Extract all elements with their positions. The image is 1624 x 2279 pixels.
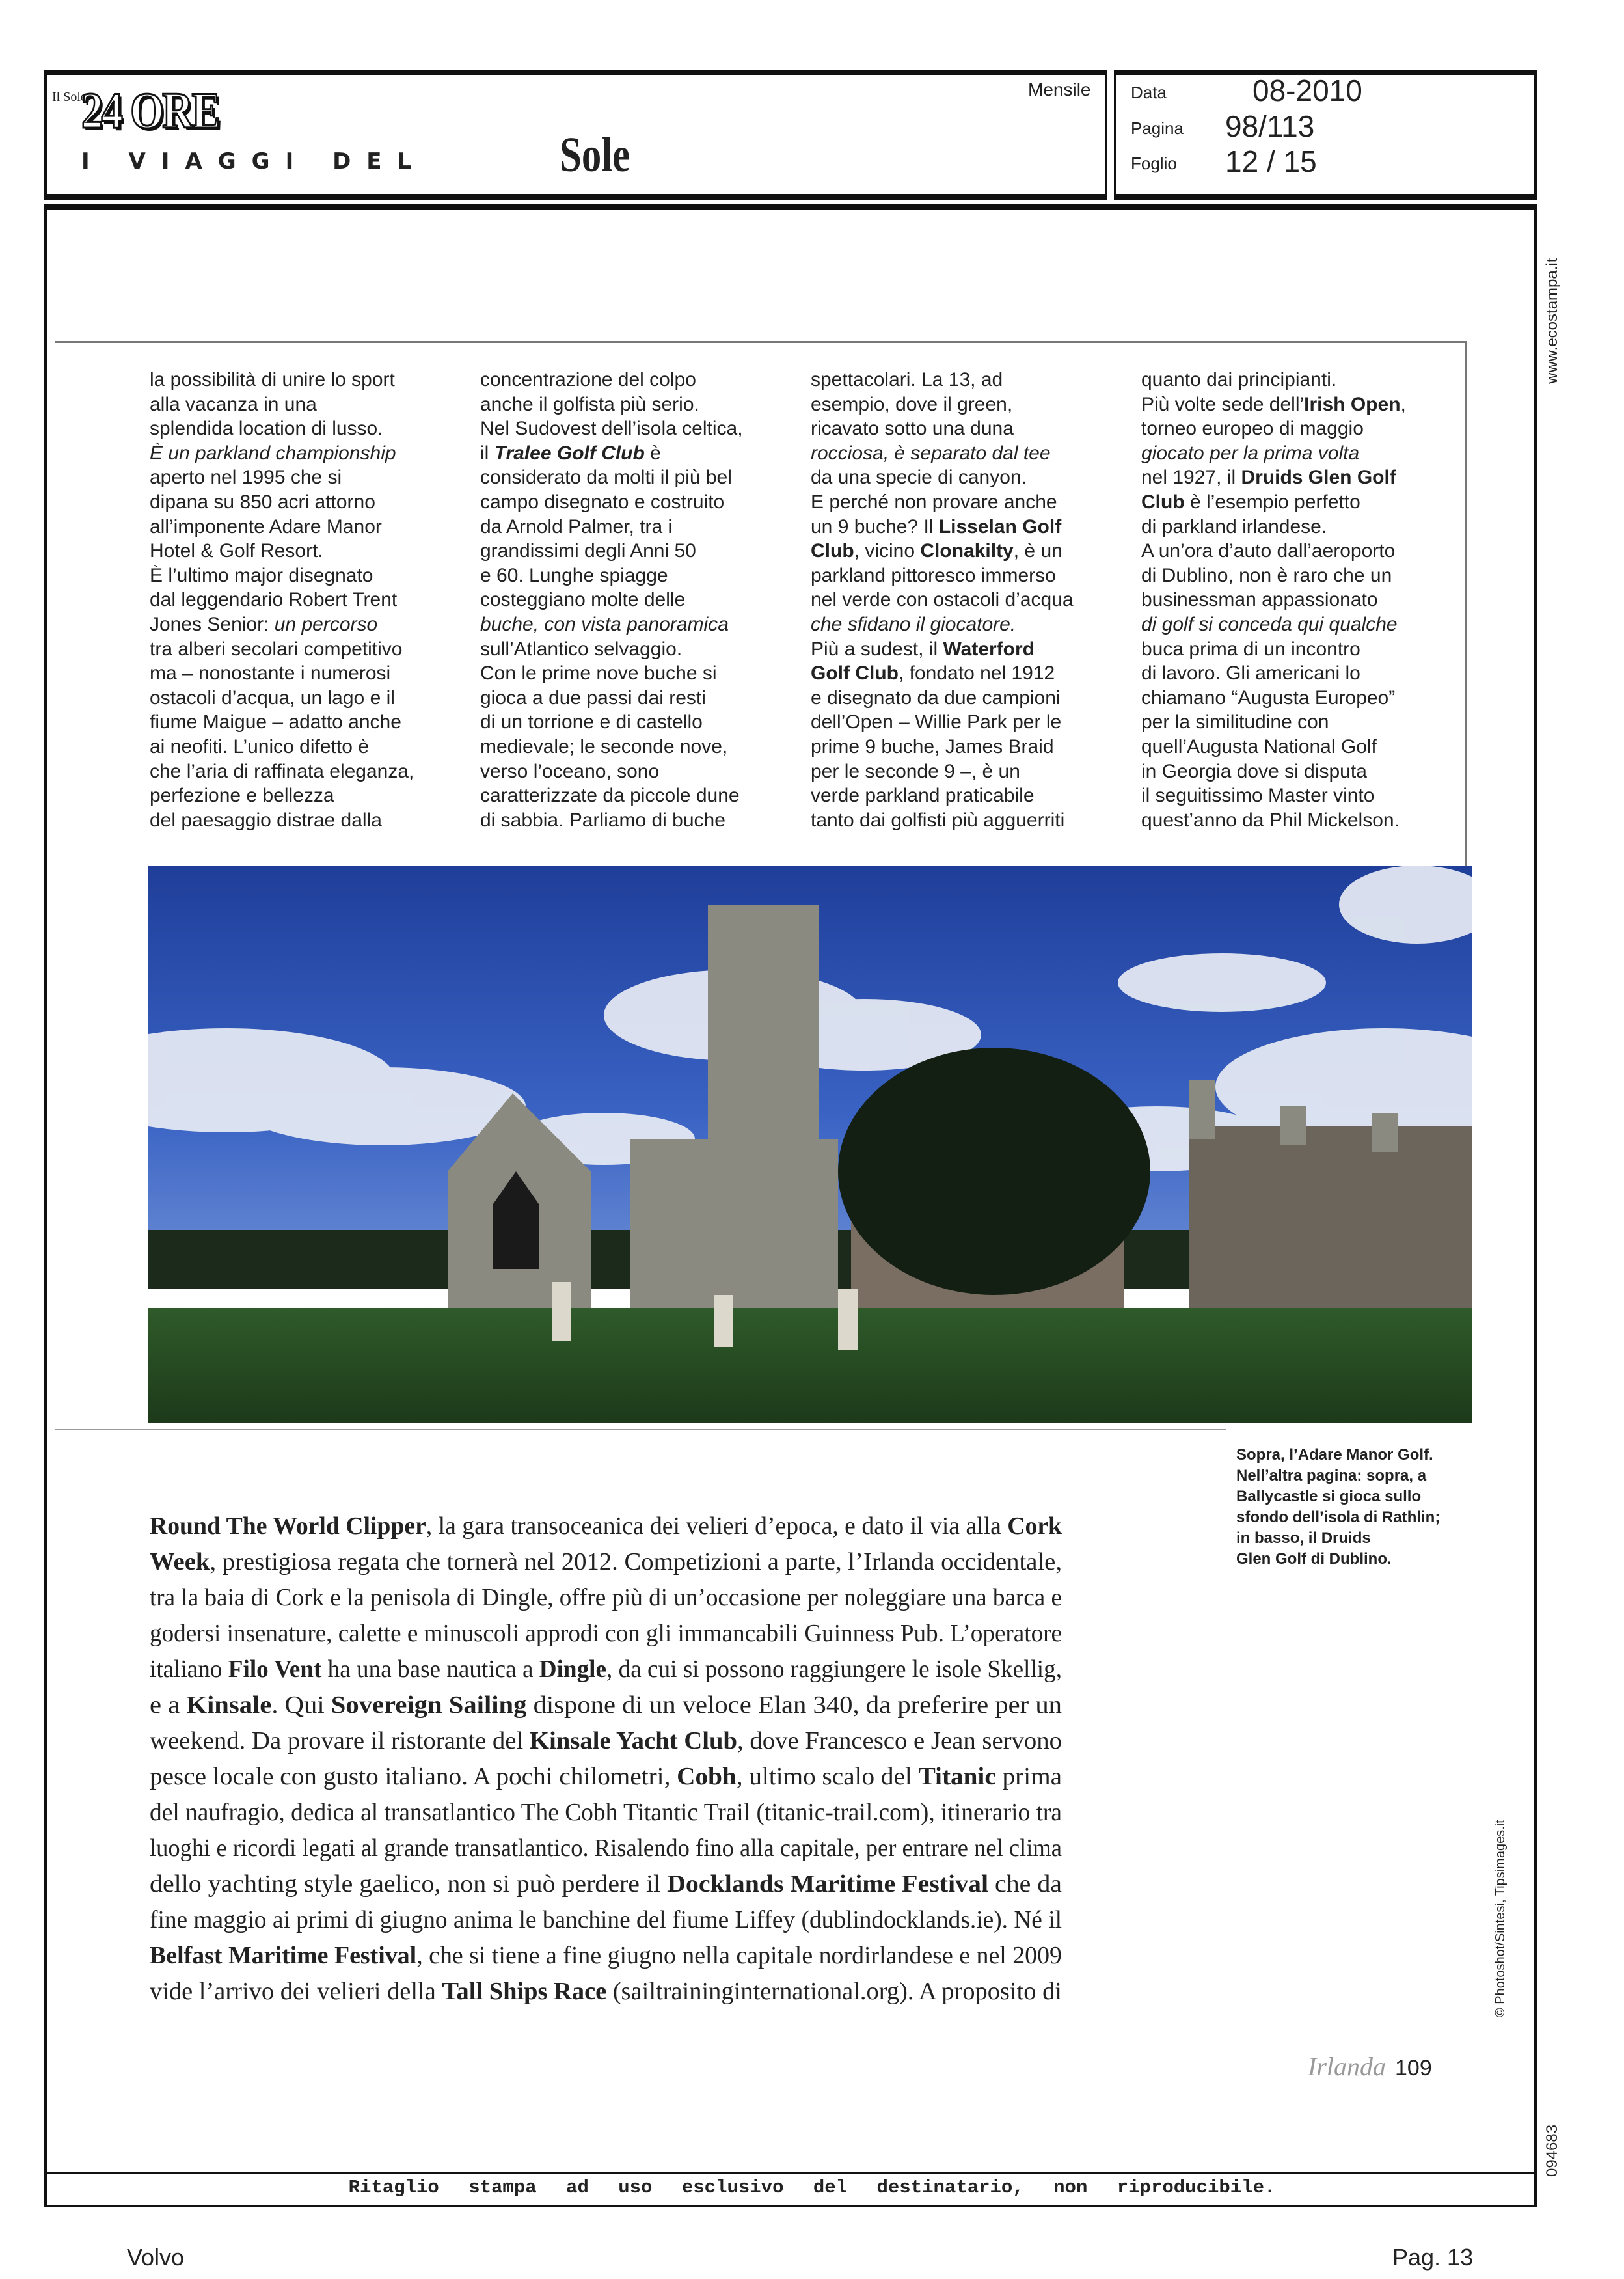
photo-divider <box>55 1429 1226 1430</box>
column-line <box>480 637 786 662</box>
text-run: nel 1927, il <box>1141 467 1241 489</box>
text-run: prime 9 buche, James Braid <box>811 735 1054 757</box>
column-line <box>480 465 786 490</box>
column-line <box>150 710 455 735</box>
sheet-value: 12 / 15 <box>1225 144 1317 178</box>
column-line <box>480 686 786 711</box>
text-run: parkland pittoresco immerso <box>811 564 1056 586</box>
column-line <box>150 759 455 784</box>
text-run: godersi insenature, calette e minuscoli approdi con gli immancabili Guinness Pub. L’operatore <box>150 1620 1062 1647</box>
website-text: www.ecostampa.it <box>1543 258 1561 384</box>
text-run: Più a sudest, il <box>811 638 943 660</box>
article-column-1 <box>150 368 455 832</box>
lawn <box>148 1308 1472 1423</box>
column-line <box>1141 808 1447 833</box>
photo-credit: © Photoshot/Sintesi, Tipsimages.it <box>1493 1820 1508 2017</box>
column-line <box>811 784 1116 808</box>
logo-small-text: Il Sole <box>52 90 87 104</box>
column-line <box>1141 612 1447 637</box>
text-run: italiano <box>150 1656 228 1683</box>
column-line <box>811 465 1116 490</box>
column-line <box>150 416 455 441</box>
caption-line: Glen Golf di Dublino. <box>1236 1550 1392 1568</box>
column-line <box>811 515 1116 539</box>
body-line <box>150 1580 1062 1616</box>
text-run: prima <box>995 1763 1062 1790</box>
column-line <box>150 637 455 662</box>
text-run: vide l’arrivo dei velieri della <box>150 1978 442 2005</box>
text-run: , fondato nel 1912 <box>898 662 1055 685</box>
text-run: da una specie di canyon. <box>811 467 1027 489</box>
text-run: è <box>644 442 661 464</box>
text-run: ostacoli d’acqua, un lago e il <box>150 687 395 709</box>
column-line <box>811 564 1116 588</box>
emphasis-run: Kinsale Yacht Club <box>529 1727 738 1754</box>
body-line <box>150 1652 1062 1687</box>
text-run: splendida location di lusso. <box>150 418 383 440</box>
page-number: 109 <box>1395 2056 1432 2081</box>
text-run: , <box>1400 393 1406 415</box>
text-run: anche il golfista più serio. <box>480 393 699 415</box>
article-column-4 <box>1141 368 1447 832</box>
emphasis-run: Titanic <box>918 1763 996 1790</box>
column-line <box>1141 588 1447 612</box>
text-run: ma – nonostante i numerosi <box>150 662 391 685</box>
emphasis-run: È un parkland championship <box>150 442 396 464</box>
text-run: è l’esempio perfetto <box>1184 491 1360 513</box>
emphasis-run: buche, con vista panoramica <box>480 613 729 635</box>
caption-line: Sopra, l’Adare Manor Golf. <box>1236 1446 1433 1464</box>
emphasis-run: Dingle <box>539 1656 607 1683</box>
column-line <box>1141 490 1447 515</box>
column-line <box>150 784 455 808</box>
emphasis-run: Cork <box>1007 1512 1062 1540</box>
text-run: luoghi e ricordi legati al grande transatlantico. Risalendo fino alla capitale, per entrare nel clima <box>150 1835 1062 1862</box>
body-line <box>150 1795 1062 1831</box>
column-line <box>1141 441 1447 466</box>
emphasis-run: Tralee Golf Club <box>494 442 645 464</box>
text-run: per la similitudine con <box>1141 711 1329 733</box>
emphasis-run: che sfidano il giocatore. <box>811 613 1016 635</box>
column-line <box>480 612 786 637</box>
column-line <box>1141 637 1447 662</box>
text-run: Più volte sede dell’ <box>1141 393 1305 415</box>
column-line <box>480 759 786 784</box>
text-run: Nel Sudovest dell’isola celtica, <box>480 418 743 440</box>
tree <box>838 1048 1150 1295</box>
emphasis-run: Club <box>811 540 854 562</box>
text-run: dello yachting style gaelico, non si può perdere il <box>150 1870 668 1898</box>
column-line <box>811 759 1116 784</box>
date-value: 08-2010 <box>1252 74 1362 107</box>
text-run: , prestigiosa regata che tornerà nel 2012. Competizioni a parte, l’Irlanda occidentale, <box>210 1548 1062 1576</box>
column-line <box>811 661 1116 686</box>
column-line <box>150 588 455 612</box>
column-line <box>480 808 786 833</box>
column-line <box>150 612 455 637</box>
column-line <box>150 539 455 564</box>
emphasis-run: Druids Glen Golf <box>1241 467 1396 489</box>
text-run: businessman appassionato <box>1141 589 1378 611</box>
column-line <box>811 416 1116 441</box>
text-run: Jones Senior: <box>150 613 275 635</box>
text-run: e disegnato da due campioni <box>811 687 1061 709</box>
photo-caption <box>1236 1445 1509 1570</box>
text-run: weekend. Da provare il ristorante del <box>150 1727 530 1754</box>
emphasis-run: Irish Open <box>1304 393 1401 415</box>
body-line <box>150 1902 1062 1938</box>
text-run: , dove Francesco e Jean servono <box>737 1727 1062 1754</box>
article-body <box>150 1508 1062 2010</box>
frequency-label: Mensile <box>1028 79 1091 100</box>
body-line <box>150 1723 1079 1759</box>
body-line <box>150 1866 1107 1902</box>
column-line <box>150 392 455 417</box>
text-run: caratterizzate da piccole dune <box>480 785 740 807</box>
text-run: , ultimo scalo del <box>736 1763 919 1790</box>
column-line <box>811 588 1116 612</box>
emphasis-run: Golf Club <box>811 662 899 685</box>
text-run: dipana su 850 acri attorno <box>150 491 375 513</box>
text-run: perfezione e bellezza <box>150 785 334 807</box>
text-run: verso l’oceano, sono <box>480 760 660 782</box>
column-line <box>1141 735 1447 759</box>
text-run: E perché non provare anche <box>811 491 1057 513</box>
text-run: , la gara transoceanica dei velieri d’epoca, e dato il via alla <box>426 1512 1008 1540</box>
archive-code: 094683 <box>1543 2124 1561 2177</box>
column-line <box>811 808 1116 833</box>
article-column-2 <box>480 368 786 832</box>
column-line <box>150 735 455 759</box>
column-line <box>811 686 1116 711</box>
text-run: dell’Open – Willie Park per le <box>811 711 1062 733</box>
emphasis-run: Clonakilty <box>920 540 1014 562</box>
text-run: del naufragio, dedica al transatlantico The Cobh Titantic Trail (titanic-trail.com), itinerario tra <box>150 1799 1062 1826</box>
section-name: Irlanda <box>1308 2052 1386 2081</box>
text-run: È l’ultimo major disegnato <box>150 564 373 586</box>
text-run: quest’anno da Phil Mickelson. <box>1141 809 1400 831</box>
text-run: per le seconde 9 –, è un <box>811 760 1020 782</box>
article-column-3 <box>811 368 1116 832</box>
column-line <box>1141 539 1447 564</box>
text-run: tra alberi secolari competitivo <box>150 638 403 660</box>
disclaimer-text: Ritaglio stampa ad uso esclusivo del destinatario, non riproducibile. <box>348 2177 1276 2198</box>
text-run: gioca a due passi dai resti <box>480 687 706 709</box>
emphasis-run: Docklands Maritime Festival <box>667 1870 989 1898</box>
column-line <box>480 661 786 686</box>
text-run: dal leggendario Robert Trent <box>150 589 398 611</box>
body-line <box>150 1616 1062 1652</box>
page-label: Pagina <box>1131 118 1184 138</box>
supplement-title: I VIAGGI DEL <box>81 148 427 174</box>
text-run: , da cui si possono raggiungere le isole Skellig, <box>606 1656 1062 1683</box>
text-run: di lavoro. Gli americani lo <box>1141 662 1360 685</box>
column-line <box>150 465 455 490</box>
body-line <box>150 1831 1062 1866</box>
text-run: da Arnold Palmer, tra i <box>480 515 673 538</box>
column-line <box>480 735 786 759</box>
emphasis-run: Cobh <box>677 1763 737 1790</box>
emphasis-run: Filo Vent <box>228 1656 322 1683</box>
column-line <box>480 710 786 735</box>
text-run: di sabbia. Parliamo di buche <box>480 809 725 831</box>
text-run: pesce locale con gusto italiano. A pochi chilometri, <box>150 1763 677 1790</box>
column-line <box>150 368 455 392</box>
text-run: che da <box>988 1870 1062 1898</box>
text-run: Hotel & Golf Resort. <box>150 540 323 562</box>
column-line <box>811 490 1116 515</box>
text-run: , è un <box>1013 540 1062 562</box>
sheet-label: Foglio <box>1131 154 1177 173</box>
text-run: grandissimi degli Anni 50 <box>480 540 696 562</box>
text-run: alla vacanza in una <box>150 393 317 415</box>
text-run: chiamano “Augusta Europeo” <box>1141 687 1396 709</box>
emphasis-run: Club <box>1141 491 1185 513</box>
text-run: tanto dai golfisti più agguerriti <box>811 809 1065 831</box>
text-run: e 60. Lunghe spiagge <box>480 564 668 586</box>
emphasis-run: rocciosa, è separato dal tee <box>811 442 1051 464</box>
date-label: Data <box>1131 83 1167 102</box>
emphasis-run: di golf si conceda qui qualche <box>1141 613 1398 635</box>
column-line <box>480 564 786 588</box>
emphasis-run: Lisselan Golf <box>938 515 1062 538</box>
column-line <box>150 441 455 466</box>
text-run: in Georgia dove si disputa <box>1141 760 1367 782</box>
body-line <box>150 1938 1062 1974</box>
emphasis-run: un percorso <box>274 613 378 635</box>
text-run: di parkland irlandese. <box>1141 515 1327 538</box>
column-line <box>811 368 1116 392</box>
column-line <box>811 710 1116 735</box>
disclaimer-rule <box>44 2172 1537 2174</box>
text-run: considerato da molti il più bel <box>480 467 732 489</box>
column-line <box>150 515 455 539</box>
column-line <box>811 441 1116 466</box>
text-run: ai neofiti. L’unico difetto è <box>150 735 369 757</box>
text-run: campo disegnato e costruito <box>480 491 725 513</box>
text-run: aperto nel 1995 che si <box>150 467 342 489</box>
text-run: di Dublino, non è raro che un <box>1141 564 1392 586</box>
text-run: che l’aria di raffinata eleganza, <box>150 760 414 782</box>
text-run: torneo europeo di maggio <box>1141 418 1364 440</box>
text-run: A un’ora d’auto dall’aeroporto <box>1141 540 1396 562</box>
column-line <box>1141 686 1447 711</box>
column-line <box>811 539 1116 564</box>
supplement-title-sole: Sole <box>560 128 630 182</box>
column-line <box>1141 392 1447 417</box>
emphasis-run: Kinsale <box>186 1691 272 1719</box>
emphasis-run: Week <box>150 1548 210 1576</box>
body-line <box>150 1508 1062 1544</box>
text-run: dispone di un veloce Elan 340, da preferire per un <box>526 1691 1062 1719</box>
column-line <box>811 392 1116 417</box>
column-line <box>1141 564 1447 588</box>
body-line <box>150 1544 1078 1580</box>
body-line <box>150 1759 1091 1795</box>
text-run: , che si tiene a fine giugno nella capitale nordirlandese e nel 2009 <box>416 1942 1062 1969</box>
folio <box>1308 2051 1432 2082</box>
caption-line: Ballycastle si gioca sullo <box>1236 1488 1422 1505</box>
column-line <box>1141 515 1447 539</box>
column-line <box>150 808 455 833</box>
body-line <box>150 1687 1125 1723</box>
text-run: (sailtraininginternational.org). A proposito di <box>606 1978 1062 2005</box>
page-value: 98/113 <box>1225 109 1315 143</box>
column-line <box>1141 661 1447 686</box>
text-run: esempio, dove il green, <box>811 393 1013 415</box>
column-line <box>1141 759 1447 784</box>
text-run: la possibilità di unire lo sport <box>150 369 395 390</box>
column-line <box>480 490 786 515</box>
logo-24ore: 24 ORE <box>81 82 219 139</box>
column-line <box>480 368 786 392</box>
emphasis-run: Waterford <box>943 638 1035 660</box>
column-line <box>480 588 786 612</box>
column-line <box>150 661 455 686</box>
column-line <box>1141 368 1447 392</box>
column-line <box>480 784 786 808</box>
column-line <box>480 416 786 441</box>
column-line <box>811 612 1116 637</box>
column-line <box>480 441 786 466</box>
column-line <box>480 392 786 417</box>
text-run: nel verde con ostacoli d’acqua <box>811 589 1074 611</box>
column-line <box>1141 784 1447 808</box>
text-run: ricavato sotto una duna <box>811 418 1014 440</box>
column-line <box>1141 465 1447 490</box>
column-line <box>811 735 1116 759</box>
text-run: fiume Maigue – adatto anche <box>150 711 401 733</box>
text-run: quell’Augusta National Golf <box>1141 735 1377 757</box>
column-line <box>811 637 1116 662</box>
emphasis-run: giocato per la prima volta <box>1141 442 1360 464</box>
emphasis-run: Belfast Maritime Festival <box>150 1942 417 1969</box>
footer-client: Volvo <box>127 2244 185 2271</box>
text-run: medievale; le seconde nove, <box>480 735 728 757</box>
emphasis-run: Sovereign Sailing <box>331 1691 527 1719</box>
body-line <box>150 1974 1072 2010</box>
caption-line: Nell’altra pagina: sopra, a <box>1236 1467 1427 1484</box>
text-run: buca prima di un incontro <box>1141 638 1360 660</box>
column-line <box>150 564 455 588</box>
text-run: all’imponente Adare Manor <box>150 515 382 538</box>
text-run: sull’Atlantico selvaggio. <box>480 638 683 660</box>
text-run: concentrazione del colpo <box>480 369 696 390</box>
text-run: fine maggio ai primi di giugno anima le banchine del fiume Liffey (dublindocklands.ie). Né il <box>150 1906 1062 1933</box>
text-run: costeggiano molte delle <box>480 589 686 611</box>
column-line <box>480 539 786 564</box>
column-line <box>150 686 455 711</box>
text-run: ha una base nautica a <box>321 1656 539 1683</box>
adare-manor-photo <box>148 866 1472 1423</box>
text-run: tra la baia di Cork e la penisola di Dingle, offre più di un’occasione per noleggiare una barca e <box>150 1584 1062 1611</box>
emphasis-run: Round The World Clipper <box>150 1512 426 1540</box>
text-run: un 9 buche? Il <box>811 515 939 538</box>
caption-line: sfondo dell’isola di Rathlin; <box>1236 1508 1441 1526</box>
text-run: del paesaggio distrae dalla <box>150 809 382 831</box>
text-run: il <box>480 442 494 464</box>
footer-page: Pag. 13 <box>1392 2244 1474 2271</box>
text-run: . Qui <box>271 1691 331 1719</box>
emphasis-run: Tall Ships Race <box>442 1978 607 2005</box>
text-run: e a <box>150 1691 187 1719</box>
column-line <box>150 490 455 515</box>
column-line <box>1141 710 1447 735</box>
text-run: , vicino <box>854 540 921 562</box>
column-line <box>480 515 786 539</box>
column-line <box>1141 416 1447 441</box>
text-run: verde parkland praticabile <box>811 785 1035 807</box>
text-run: Con le prime nove buche si <box>480 662 717 685</box>
text-run: il seguitissimo Master vinto <box>1141 785 1375 807</box>
text-run: quanto dai principianti. <box>1141 369 1337 390</box>
text-run: spettacolari. La 13, ad <box>811 369 1003 390</box>
text-run: di un torrione e di castello <box>480 711 703 733</box>
caption-line: in basso, il Druids <box>1236 1529 1371 1547</box>
